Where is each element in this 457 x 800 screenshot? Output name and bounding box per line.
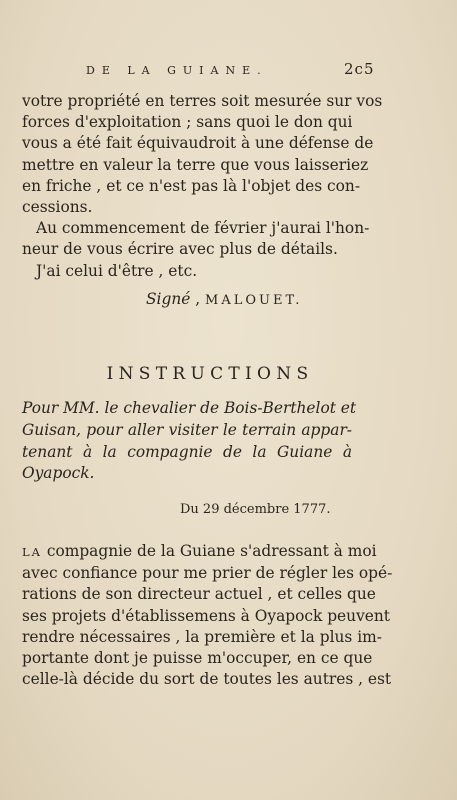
- text-line: rations de son directeur actuel , et celles que: [22, 585, 376, 604]
- text-line: Au commencement de février j'aurai l'hon-: [36, 219, 370, 238]
- signature-label: Signé: [146, 290, 191, 308]
- text-line: en friche , et ce n'est pas là l'objet des con-: [22, 176, 361, 195]
- text-line: ses projets d'établissemens à Oyapock peuvent: [22, 606, 390, 625]
- dropcap: LA: [22, 545, 42, 559]
- text-line: mettre en valeur la terre que vous laisseriez: [22, 155, 369, 174]
- text-line: celle-là décide du sort de toutes les autres , est: [22, 670, 392, 689]
- text-line: votre propriété en terres soit mesurée sur vos: [22, 92, 383, 110]
- first-line-rest: compagnie de la Guiane s'adressant à moi: [41, 542, 377, 560]
- subtitle-line: tenant à la compagnie de la Guiane à: [22, 442, 352, 461]
- page-number: 2c5: [344, 60, 375, 78]
- letter-text: [22, 91, 383, 282]
- text-line: forces d'exploitation ; sans quoi le don qui: [22, 113, 353, 132]
- text-line-first: [22, 541, 377, 563]
- instructions-subtitle: [22, 398, 357, 485]
- subtitle-line: Pour MM. le chevalier de Bois-Berthelot et: [22, 399, 357, 417]
- signature-name: MALOUET.: [205, 293, 303, 308]
- text-line: vous a été fait équivaudroit à une défense de: [22, 134, 374, 153]
- instructions-text: [22, 541, 393, 690]
- subtitle-line: Oyapock.: [22, 464, 95, 483]
- text-line: cessions.: [22, 198, 93, 217]
- signature-separator: ,: [190, 290, 206, 308]
- text-line: rendre nécessaires , la première et la plus im-: [22, 627, 382, 646]
- running-head: DE LA GUIANE.: [86, 64, 268, 77]
- text-line: neur de vous écrire avec plus de détails.: [22, 240, 338, 259]
- text-line: portante dont je puisse m'occuper, en ce que: [22, 649, 373, 668]
- subtitle-line: Guisan, pour aller visiter le terrain appar-: [22, 420, 352, 439]
- text-line: avec confiance pour me prier de régler les opé-: [22, 564, 393, 583]
- dateline: Du 29 décembre 1777.: [180, 502, 331, 517]
- section-heading: INSTRUCTIONS: [106, 364, 314, 384]
- signature: [146, 290, 302, 308]
- closing-line: J'ai celui d'être , etc.: [36, 261, 198, 280]
